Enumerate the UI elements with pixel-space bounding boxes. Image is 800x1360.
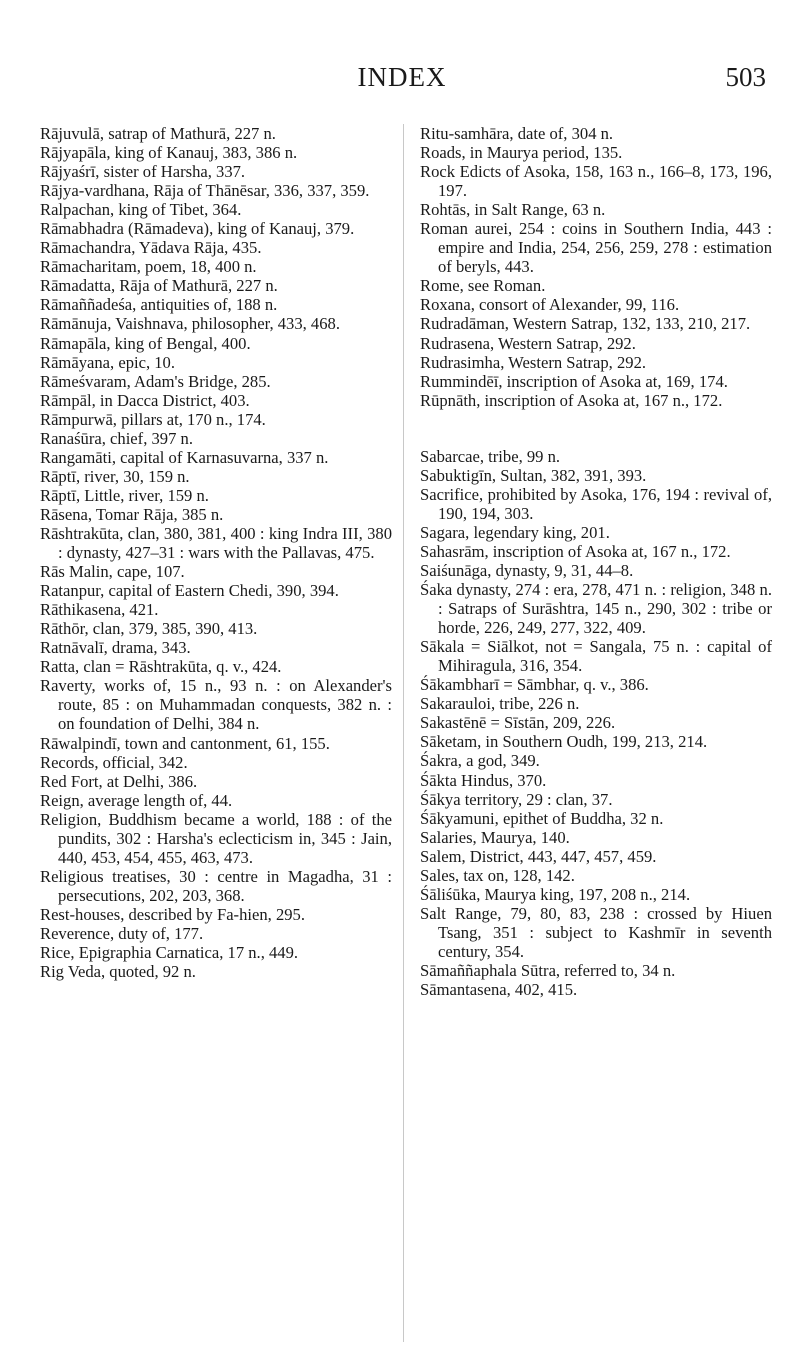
index-entry: Śāliśūka, Maurya king, 197, 208 n., 214.: [420, 884, 691, 904]
right-column-r-entries: [420, 124, 772, 410]
index-entry: Rāmeśvaram, Adam's Bridge, 285.: [40, 371, 271, 391]
index-entry: Ratanpur, capital of Eastern Chedi, 390, 394.: [40, 581, 339, 601]
index-entry: Rig Veda, quoted, 92 n.: [40, 962, 196, 982]
index-entry: Rock Edicts of Asoka, 158, 163 n., 166–8, 173, 196, 197.: [420, 162, 772, 201]
index-entry: Rāsena, Tomar Rāja, 385 n.: [40, 504, 224, 524]
index-entry: Rāptī, river, 30, 159 n.: [40, 466, 190, 486]
index-entry: Rāmacharitam, poem, 18, 400 n.: [40, 257, 257, 277]
index-entry: Rāthōr, clan, 379, 385, 390, 413.: [40, 619, 258, 639]
index-entry: Rāthikasena, 421.: [40, 600, 159, 620]
index-entry: Ritu-samhāra, date of, 304 n.: [420, 124, 614, 143]
index-entry: Śākta Hindus, 370.: [420, 770, 547, 790]
index-entry: Śākambharī = Sāmbhar, q. v., 386.: [420, 675, 649, 695]
index-entry: Rangamāti, capital of Karnasuvarna, 337 n.: [40, 447, 329, 467]
index-entry: Sakarauloi, tribe, 226 n.: [420, 694, 580, 714]
index-entry: Salaries, Maurya, 140.: [420, 827, 570, 847]
index-entry: Roxana, consort of Alexander, 99, 116.: [420, 295, 680, 315]
index-entry: Rudrasena, Western Satrap, 292.: [420, 333, 636, 353]
index-entry: Reign, average length of, 44.: [40, 790, 233, 810]
index-entry: Rāmpurwā, pillars at, 170 n., 174.: [40, 409, 266, 429]
index-entry: Saiśunāga, dynasty, 9, 31, 44–8.: [420, 560, 634, 580]
page-header: [38, 62, 766, 98]
index-entry: Rest-houses, described by Fa-hien, 295.: [40, 904, 305, 924]
index-entry: Rūpnāth, inscription of Asoka at, 167 n., 172.: [420, 390, 723, 410]
index-entry: Sahasrām, inscription of Asoka at, 167 n., 172.: [420, 541, 731, 561]
index-entry: Salem, District, 443, 447, 457, 459.: [420, 846, 657, 866]
index-entry: Rājyapāla, king of Kanauj, 383, 386 n.: [40, 143, 298, 163]
page-number: 503: [725, 62, 766, 92]
index-entry: Roads, in Maurya period, 135.: [420, 143, 623, 163]
index-entry: Rudrasimha, Western Satrap, 292.: [420, 352, 647, 372]
index-entry: Rāptī, Little, river, 159 n.: [40, 485, 209, 505]
index-entry: Ratta, clan = Rāshtrakūta, q. v., 424.: [40, 657, 282, 677]
index-entry: Rāmadatta, Rāja of Mathurā, 227 n.: [40, 276, 278, 296]
index-entry: Sales, tax on, 128, 142.: [420, 865, 575, 885]
index-entry: Rudradāman, Western Satrap, 132, 133, 210, 217.: [420, 314, 751, 334]
index-entry: Religion, Buddhism became a world, 188 : of the pundits, 302 : Harsha's eclecticism in, 345 : Jain, 440, 453, 454, 455, 463, 473.: [40, 809, 392, 867]
index-entry: Reverence, duty of, 177.: [40, 923, 204, 943]
index-entry: Rāshtrakūta, clan, 380, 381, 400 : king Indra III, 380 : dynasty, 427–31 : wars with the Pallavas, 475.: [40, 523, 392, 563]
index-entry: Salt Range, 79, 80, 83, 238 : crossed by Hiuen Tsang, 351 : subject to Kashmīr in seventh century, 354.: [420, 903, 772, 961]
index-entry: Rājuvulā, satrap of Mathurā, 227 n.: [40, 124, 276, 143]
index-entry: Rāmachandra, Yādava Rāja, 435.: [40, 238, 262, 258]
index-entry: Śaka dynasty, 274 : era, 278, 471 n. : religion, 348 n. : Satraps of Surāshtra, 145 n., 290, 302 : tribe or horde, 226, 249, 277, 322, 409.: [420, 580, 772, 638]
index-entry: Rāmānuja, Vaishnava, philosopher, 433, 468.: [40, 314, 340, 334]
index-entry: Rummindēī, inscription of Asoka at, 169, 174.: [420, 371, 728, 391]
running-title: INDEX: [357, 62, 447, 92]
left-column: [40, 124, 392, 981]
index-entry: Rohtās, in Salt Range, 63 n.: [420, 200, 606, 220]
index-entry: Sāmaññaphala Sūtra, referred to, 34 n.: [420, 960, 676, 980]
index-entry: Ranaśūra, chief, 397 n.: [40, 428, 193, 448]
index-entry: Rāwalpindī, town and cantonment, 61, 155.: [40, 733, 330, 753]
index-entry: Roman aurei, 254 : coins in Southern India, 443 : empire and India, 254, 256, 259, 278 : estimation of beryls, 443.: [420, 219, 772, 277]
index-entry: Ratnāvalī, drama, 343.: [40, 638, 191, 658]
index-entry: Red Fort, at Delhi, 386.: [40, 771, 198, 791]
index-entry: Rājya-vardhana, Rāja of Thānēsar, 336, 337, 359.: [40, 181, 370, 201]
index-entry: Sabuktigīn, Sultan, 382, 391, 393.: [420, 465, 647, 485]
index-entry: Sāmantasena, 402, 415.: [420, 980, 578, 1000]
index-entry: Rome, see Roman.: [420, 276, 546, 296]
index-entry: Rice, Epigraphia Carnatica, 17 n., 449.: [40, 943, 299, 963]
index-entry: Śakra, a god, 349.: [420, 751, 540, 771]
right-column-s-entries: [420, 447, 772, 999]
index-entry: Religious treatises, 30 : centre in Magadha, 31 : persecutions, 202, 203, 368.: [40, 866, 392, 905]
index-entry: Śākya territory, 29 : clan, 37.: [420, 789, 613, 809]
index-columns: [40, 124, 776, 1344]
index-entry: Rāmāyana, epic, 10.: [40, 352, 176, 372]
index-entry: Sabarcae, tribe, 99 n.: [420, 446, 561, 466]
index-entry: Rājyaśrī, sister of Harsha, 337.: [40, 162, 246, 182]
index-entry: Sagara, legendary king, 201.: [420, 522, 610, 542]
index-entry: Śākyamuni, epithet of Buddha, 32 n.: [420, 808, 664, 828]
index-entry: Rāmabhadra (Rāmadeva), king of Kanauj, 379.: [40, 219, 355, 239]
index-entry: Ralpachan, king of Tibet, 364.: [40, 200, 242, 220]
index-entry: Rās Malin, cape, 107.: [40, 562, 185, 582]
index-entry: Sākala = Siālkot, not = Sangala, 75 n. : capital of Mihiragula, 316, 354.: [420, 637, 772, 676]
column-divider: [403, 124, 404, 1342]
index-entry: Rāmapāla, king of Bengal, 400.: [40, 333, 251, 353]
index-entry: Sāketam, in Southern Oudh, 199, 213, 214.: [420, 732, 708, 752]
right-column: [420, 124, 772, 999]
index-entry: Rāmpāl, in Dacca District, 403.: [40, 390, 250, 410]
index-entry: Sacrifice, prohibited by Asoka, 176, 194 : revival of, 190, 194, 303.: [420, 484, 772, 523]
index-entry: Sakastēnē = Sīstān, 209, 226.: [420, 713, 616, 733]
index-entry: Records, official, 342.: [40, 752, 188, 772]
index-entry: Raverty, works of, 15 n., 93 n. : on Alexander's route, 85 : on Muhammadan conquests, 382 n. : on foundation of Delhi, 384 n.: [40, 676, 392, 734]
index-entry: Rāmaññadeśa, antiquities of, 188 n.: [40, 295, 278, 315]
letter-gap: [420, 410, 772, 447]
